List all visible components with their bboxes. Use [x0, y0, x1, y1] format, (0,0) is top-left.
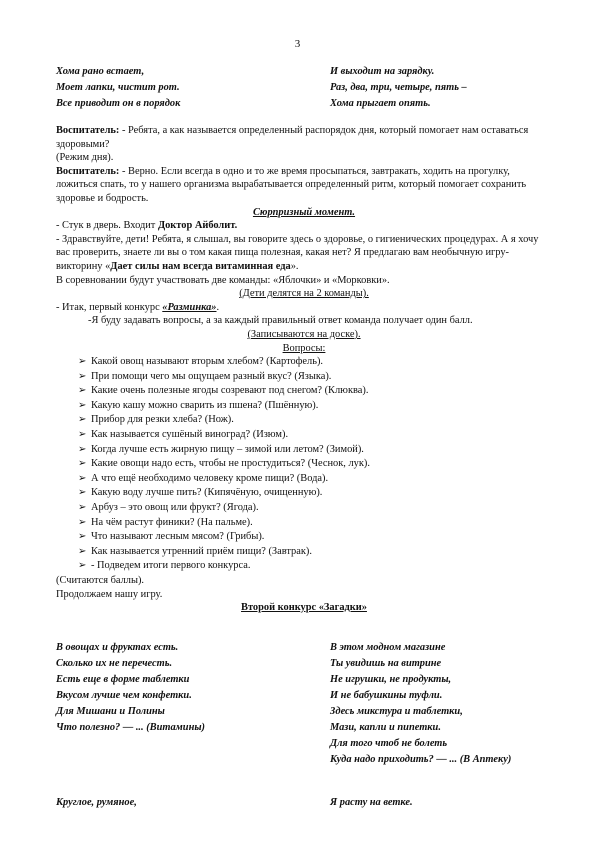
poem-line: Все приводит он в порядок: [56, 98, 181, 109]
section-heading: Сюрпризный момент.: [252, 206, 356, 218]
list-item: ➢ Как называется утренний приём пищи? (Завтрак).: [56, 545, 552, 560]
arrowhead-bullet-icon: ➢: [78, 531, 87, 543]
arrowhead-bullet-icon: ➢: [78, 487, 87, 499]
list-item: ➢ А что ещё необходимо человеку кроме пищи? (Вода).: [56, 472, 552, 487]
list-item: ➢ Когда лучше есть жирную пищу – зимой или летом? (Зимой).: [56, 443, 552, 458]
riddle-line: Сколько их не перечесть.: [56, 658, 173, 669]
poem-line: Раз, два, три, четыре, пять –: [330, 82, 467, 93]
arrowhead-bullet-icon: ➢: [78, 502, 87, 514]
riddle-line: Есть еще в форме таблетки: [56, 674, 190, 685]
teams-note: (Дети делятся на 2 команды).: [239, 288, 369, 300]
board-note: (Записываются на доске).: [247, 328, 361, 340]
riddles-left-column: [56, 640, 205, 736]
riddle-line: Что полезно? — ... (Витамины): [56, 722, 206, 733]
riddle-line: Куда надо приходить? — ... (В Аптеку): [330, 754, 512, 765]
riddle-line: Я расту на ветке.: [330, 797, 413, 808]
paragraph-text: - Ребята, а как называется определенный распорядок дня, который помогает нам оставаться здоровыми?: [56, 125, 529, 150]
arrowhead-bullet-icon: ➢: [78, 472, 87, 484]
arrowhead-bullet-icon: ➢: [78, 458, 87, 470]
paragraph: [56, 165, 552, 206]
list-item: ➢ Какую воду лучше пить? (Кипячёную, очищенную).: [56, 486, 552, 501]
paragraph: (Считаются баллы).: [56, 575, 145, 586]
speaker-label: Воспитатель:: [56, 125, 120, 136]
paragraph-text: - Стук в дверь. Входит: [56, 220, 158, 232]
contest-title: «Разминка»: [162, 301, 217, 313]
bottom-right-line: [330, 795, 413, 811]
poem-line: Моет лапки, чистит рот.: [56, 82, 180, 93]
second-contest-heading: Второй конкурс «Загадки»: [241, 602, 367, 614]
character-name: Доктор Айболит.: [157, 220, 238, 232]
arrowhead-bullet-icon: ➢: [78, 516, 87, 528]
list-item: ➢ Какие очень полезные ягоды созревают под снегом? (Клюква).: [56, 384, 552, 399]
paragraph-text: - Итак, первый конкурс: [56, 301, 163, 313]
list-item: ➢ Как называется сушёный виноград? (Изюм).: [56, 428, 552, 443]
arrowhead-bullet-icon: ➢: [78, 385, 87, 397]
poem-line: Хома рано встает,: [56, 66, 145, 77]
list-item: ➢ Прибор для резки хлеба? (Нож).: [56, 413, 552, 428]
poem-line: Хома прыгает опять.: [330, 98, 431, 109]
arrowhead-bullet-icon: ➢: [78, 370, 87, 382]
paragraph: Продолжаем нашу игру.: [56, 588, 163, 600]
list-item: ➢ При помощи чего мы ощущаем разный вкус? (Языка).: [56, 370, 552, 385]
paragraph: (Режим дня).: [56, 152, 114, 164]
speaker-label: Воспитатель:: [56, 165, 120, 177]
paragraph: [56, 219, 552, 233]
riddle-line: Для Мишани и Полины: [56, 706, 165, 717]
riddle-line: Ты увидишь на витрине: [330, 658, 442, 669]
paragraph: [56, 233, 552, 274]
paragraph-text: - Верно. Если всегда в одно и то же время просыпаться, завтракать, ходить на прогулку, ложиться спать, то у нашего организма вырабатывается определенный ритм, который помогает сохранить здоровье и бодрость.: [56, 165, 527, 204]
main-text: [56, 124, 552, 615]
list-item: ➢ Какие овощи надо есть, чтобы не простудиться? (Чеснок, лук).: [56, 457, 552, 472]
list-item: ➢ На чём растут финики? (На пальме).: [56, 516, 552, 531]
riddle-line: И не бабушкины туфли.: [330, 690, 443, 701]
questions-heading: Вопросы:: [282, 342, 326, 354]
list-item: ➢ Какой овощ называют вторым хлебом? (Картофель).: [56, 355, 552, 370]
paragraph-text: ».: [290, 260, 299, 272]
poem-line: И выходит на зарядку.: [330, 66, 435, 77]
arrowhead-bullet-icon: ➢: [78, 560, 87, 572]
paragraph: -Я буду задавать вопросы, а за каждый правильный ответ команда получает один балл.: [88, 315, 473, 327]
list-item: ➢ Какую кашу можно сварить из пшена? (Пшённую).: [56, 399, 552, 414]
arrowhead-bullet-icon: ➢: [78, 545, 87, 557]
riddle-line: Мази, капли и пипетки.: [330, 722, 441, 733]
bottom-left-line: [56, 795, 137, 811]
riddle-line: В этом модном магазине: [330, 642, 446, 653]
list-item: ➢ Что называют лесным мясом? (Грибы).: [56, 530, 552, 545]
arrowhead-bullet-icon: ➢: [78, 356, 87, 368]
riddle-line: Для того чтоб не болеть: [330, 738, 448, 749]
arrowhead-bullet-icon: ➢: [78, 414, 87, 426]
paragraph-text: - Здравствуйте, дети! Ребята, я слышал, вы говорите здесь о здоровье, о гигиенических процедурах. А я хочу вас проверить, знаете ли вы о том какая пища полезная, какая нет? Я предлагаю вам необычную игру-викторину «: [56, 233, 539, 272]
paragraph: В соревновании будут участвовать две команды: «Яблочки» и «Морковки».: [56, 274, 390, 286]
paragraph: [56, 301, 552, 315]
paragraph-text: .: [216, 301, 220, 313]
riddle-line: В овощах и фруктах есть.: [56, 642, 179, 653]
riddle-line: Вкусом лучше чем конфетки.: [56, 690, 192, 701]
arrowhead-bullet-icon: ➢: [78, 443, 87, 455]
list-item: ➢ - Подведем итоги первого конкурса.: [56, 559, 552, 574]
arrowhead-bullet-icon: ➢: [78, 429, 87, 441]
questions-list: [56, 355, 552, 574]
list-item: ➢ Арбуз – это овощ или фрукт? (Ягода).: [56, 501, 552, 516]
game-title: Дает силы нам всегда витаминная еда: [110, 260, 291, 272]
riddle-line: Круглое, румяное,: [56, 797, 137, 808]
poem-right-column: [330, 64, 467, 112]
page-number: 3: [294, 38, 301, 50]
paragraph: [56, 124, 552, 151]
arrowhead-bullet-icon: ➢: [78, 399, 87, 411]
riddle-line: Здесь микстура и таблетки,: [330, 706, 463, 717]
poem-left-column: [56, 64, 180, 112]
riddle-line: Не игрушки, не продукты,: [330, 674, 452, 685]
riddles-right-column: [330, 640, 511, 768]
